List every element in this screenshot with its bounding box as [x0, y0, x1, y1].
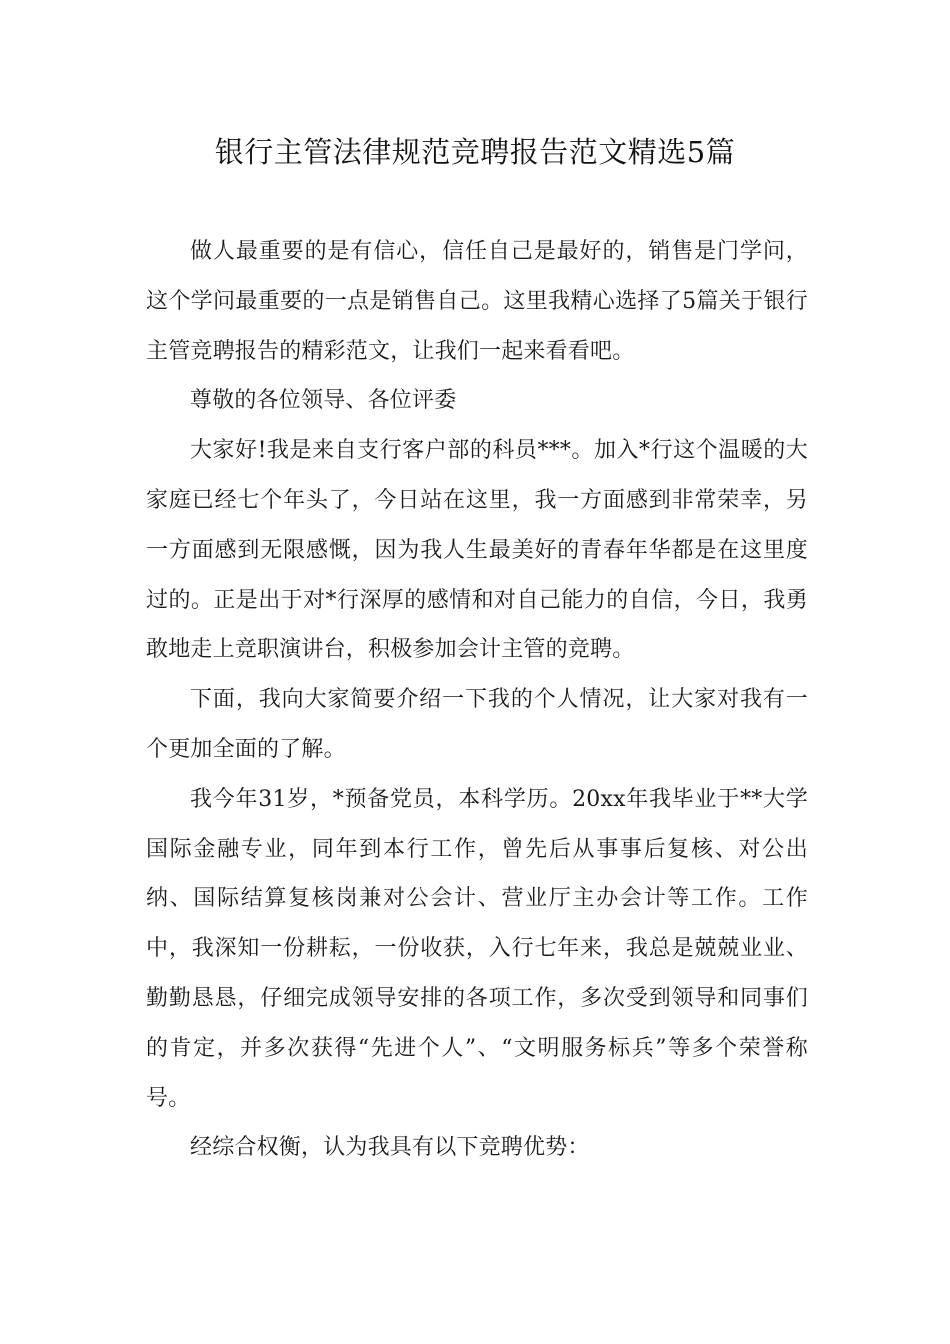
greeting-paragraph: 大家好!我是来自支行客户部的科员***。加入*行这个温暖的大家庭已经七个年头了，今日站在这里，我一方面感到非常荣幸，另一方面感到无限感慨，因为我人生最美好的青春年华都是在这里度过的。正是出于对*行深厚的感情和对自己能力的自信，今日，我勇敢地走上竞职演讲台，积极参加会计主管的竞聘。 — [146, 438, 808, 663]
introduction-paragraph: 下面，我向大家简要介绍一下我的个人情况，让大家对我有一个更加全面的了解。 — [146, 687, 808, 762]
document-title: 银行主管法律规范竞聘报告范文精选5篇 — [214, 135, 736, 169]
document-body — [146, 227, 808, 1173]
intro-paragraph: 做人最重要的是有信心，信任自己是最好的，销售是门学问，这个学问最重要的一点是销售自己。这里我精心选择了5篇关于银行主管竞聘报告的精彩范文，让我们一起来看看吧。 — [146, 239, 808, 364]
salutation-paragraph: 尊敬的各位领导、各位评委 — [190, 388, 457, 414]
advantages-paragraph: 经综合权衡，认为我具有以下竞聘优势： — [190, 1135, 590, 1161]
background-paragraph: 我今年31岁，*预备党员，本科学历。20xx年我毕业于**大学国际金融专业，同年到本行工作，曾先后从事事后复核、对公出纳、国际结算复核岗兼对公会计、营业厅主办会计等工作。工作中，我深知一份耕耘，一份收获，入行七年来，我总是兢兢业业、勤勤恳恳，仔细完成领导安排的各项工作，多次受到领导和同事们的肯定，并多次获得“先进个人”、“文明服务标兵”等多个荣誉称号。 — [146, 786, 808, 1111]
